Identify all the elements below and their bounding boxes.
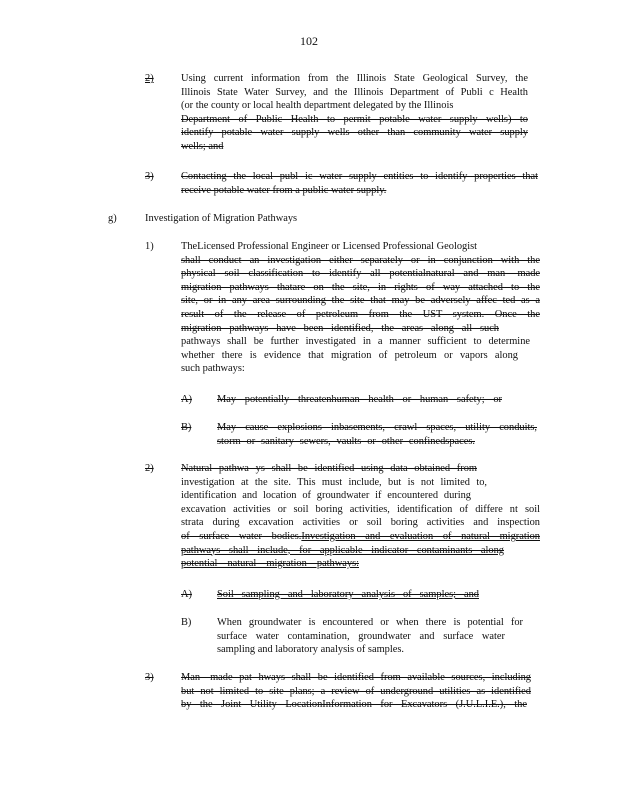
struck-line: wells; and [181, 140, 224, 152]
g1-text [181, 240, 540, 376]
struck-line: by the Joint Utility LocationInformation for Excavators (J.U.L.I.E.), the [181, 699, 527, 711]
text-line: excavation activities or soil boring activities, identification of differe nt soil [181, 503, 540, 515]
g2-a-label: A) [181, 589, 192, 600]
section-g-heading: Investigation of Migration Pathways [145, 213, 298, 224]
g2-label: 2) [145, 463, 154, 474]
text-line: investigation at the site. This must include, but is not limited to, [181, 476, 487, 488]
section-g-label: g) [108, 213, 117, 224]
item-2-text [181, 72, 528, 154]
struck-line: site, or in any area surrounding the site that may be adversely affec ted as a [181, 295, 540, 307]
page-number: 102 [300, 34, 318, 48]
text-line: identification and location of groundwater if encountered during [181, 490, 471, 502]
g1-label: 1) [145, 241, 154, 252]
g3-text [181, 671, 531, 712]
text-line: (or the county or local health department delegated by the Illinois [181, 100, 454, 112]
mixed-line [181, 530, 540, 544]
struck-line: May cause explosions inbasements, crawl spaces, utility conduits, [217, 422, 537, 433]
text-line: surface water contamination, groundwater and surface water [217, 630, 505, 642]
g2-a-text [217, 588, 479, 602]
g1-a-text [217, 393, 502, 407]
underlined-line: pathways shall include, for applicable indicator contaminants along [181, 544, 504, 556]
text-line: such pathways: [181, 363, 245, 375]
struck-line: Contacting the local publ ic water supply entities to identify properties that [181, 171, 538, 182]
g1-b-label: B) [181, 422, 192, 433]
g2-text [181, 462, 540, 571]
struck-line: identify potable water supply wells other than community water supply [181, 127, 528, 139]
struck-line: but not limited to site plans; a review of underground utilities as identified [181, 685, 531, 697]
text-line: TheLicensed Professional Engineer or Licensed Professional Geologist [181, 241, 478, 252]
struck-line: receive potable water from a public water supply. [181, 184, 387, 196]
g2-b-text [217, 616, 523, 657]
text-line: pathways shall be further investigated in a manner sufficient to determine [181, 336, 530, 348]
struck-line: migration pathways thatare on the site, in rights of way attached to the [181, 281, 540, 293]
underlined-phrase: Investigation and evaluation of natural migration [301, 530, 540, 542]
struck-line: shall conduct an investigation either separately or in conjunction with the [181, 254, 540, 266]
struck-line: May potentially threatenhuman health or human safety; or [217, 394, 502, 405]
struck-phrase: of surface water bodies. [181, 530, 302, 542]
item-3-label: 3) [145, 171, 154, 182]
item-2-label: 2) [145, 73, 154, 84]
struck-line: storm or sanitary sewers, vaults or other confinedspaces. [217, 435, 475, 447]
text-line: sampling and laboratory analysis of samples. [217, 644, 404, 656]
underlined-line: potential natural migration pathways: [181, 558, 359, 570]
struck-line: physical soil classification to identify all potentialnatural and man- made [181, 268, 540, 280]
text-line: Illinois State Water Survey, and the Illinois Department of Publi c Health [181, 86, 528, 98]
underlined-line: Soil sampling and laboratory analysis of samples; and [217, 589, 479, 600]
text-line: Using current information from the Illinois State Geological Survey, the [181, 73, 528, 84]
struck-line: Department of Public Health to permit potable water supply wells) to [181, 113, 528, 125]
text-line: When groundwater is encountered or when there is potential for [217, 617, 523, 628]
item-3-text [181, 170, 538, 197]
struck-line: migration pathways have been identified, the areas along all such [181, 322, 499, 334]
g3-label: 3) [145, 672, 154, 683]
struck-line: result of the release of petroleum from the UST system. Once the [181, 308, 540, 320]
g2-b-label: B) [181, 617, 192, 628]
g1-a-label: A) [181, 394, 192, 405]
struck-line: Natural pathwa ys shall be identified using data obtained from [181, 463, 477, 474]
text-line: whether there is evidence that migration of petroleum or vapors along [181, 349, 518, 361]
struck-line: Man- made pat hways shall be identified from available sources, including [181, 672, 531, 683]
g1-b-text [217, 421, 537, 448]
text-line: strata during excavation activities or soil boring activities and inspection [181, 517, 540, 529]
